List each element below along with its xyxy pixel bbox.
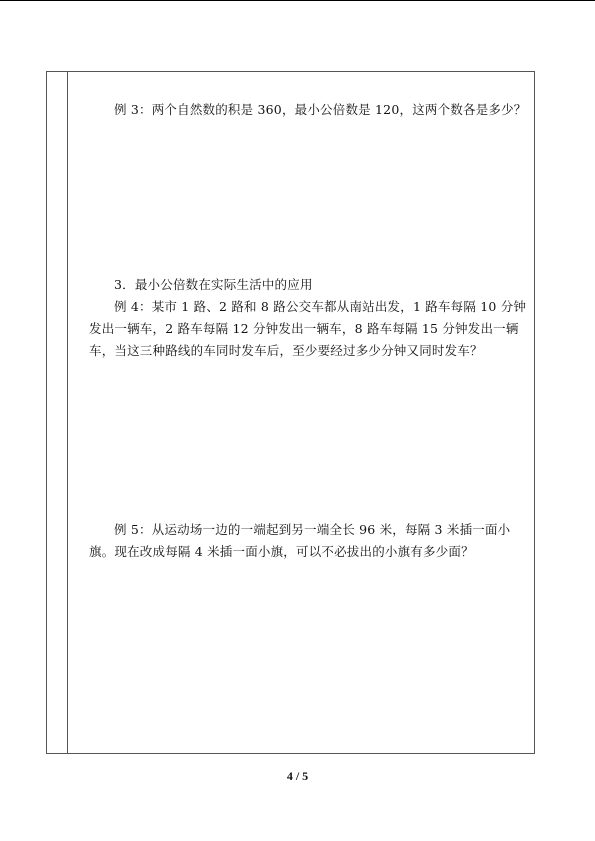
section-3-heading: 3．最小公倍数在实际生活中的应用 xyxy=(114,277,313,292)
table-left-column xyxy=(47,72,68,753)
example-5-question: 例 5：从运动场一边的一端起到另一端全长 96 米，每隔 3 米插一面小旗。现在改成每隔 4 米插一面小旗，可以不必拔出的小旗有多少面？ xyxy=(89,522,511,559)
example-4-question: 例 4：某市 1 路、2 路和 8 路公交车都从南站出发，1 路车每隔 10 分钟发出一辆车，2 路车每隔 12 分钟发出一辆车，8 路车每隔 15 分钟发出一辆车，当这三种路线的车同时发车后，至少要经过多少分钟又同时发车？ xyxy=(89,299,527,358)
table-content-cell xyxy=(67,72,534,753)
header-rule xyxy=(0,0,595,1)
worksheet-table xyxy=(46,71,535,754)
page-number: 4 / 5 xyxy=(286,769,309,783)
example-3-question: 例 3：两个自然数的积是 360，最小公倍数是 120，这两个数各是多少？ xyxy=(114,102,527,117)
